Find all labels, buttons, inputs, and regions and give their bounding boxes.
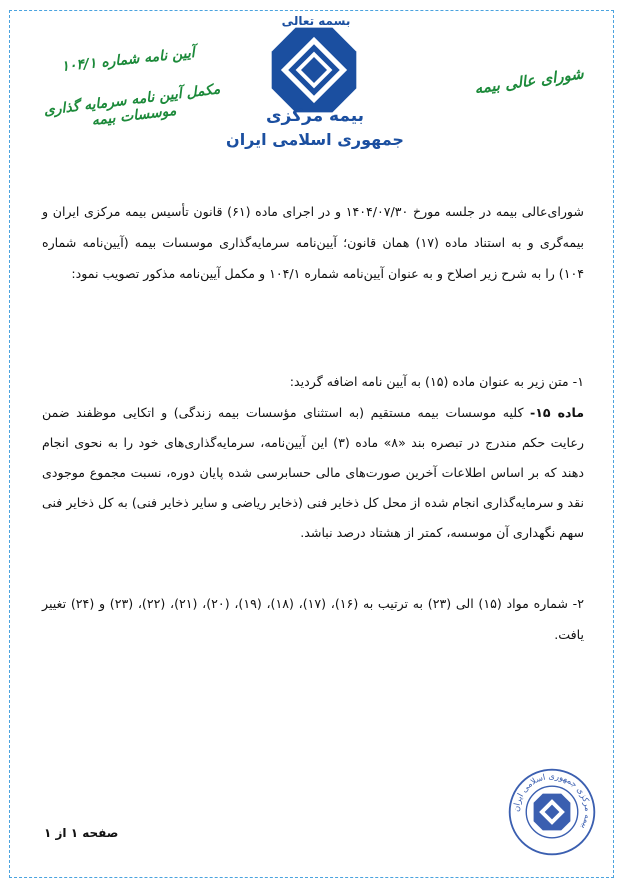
central-insurance-logo-icon xyxy=(268,24,360,116)
page-number: صفحه ۱ از ۱ xyxy=(44,826,119,840)
article-15-paragraph xyxy=(42,398,584,548)
seal-text: بیمه مرکزی جمهوری اسلامی ایران xyxy=(510,770,594,832)
article-text: کلیه موسسات بیمه مستقیم (به استثنای مؤسسات بیمه زندگی) و اتکایی موظفند ضمن رعایت حکم مندرج در تبصره بند «۸» ماده (۳) این آیین‌نامه، سرمایه‌گذاری‌های خود را به نحوی انجام دهند که بر اساس اطلاعات آخرین صورت‌های مالی حسابرسی شده پایان دوره، نسبت مجموع موجودی نقد و سرمایه‌گذاری انجام شده از محل کل ذخایر فنی (ذخایر ریاضی و سایر ذخایر فنی) به کل ذخایر فنی سهم نگهداری آن موسسه، کمتر از هشتاد درصد نباشد. xyxy=(42,405,584,540)
bismillah-text: بسمه تعالی xyxy=(281,14,351,28)
intro-paragraph: شورای‌عالی بیمه در جلسه مورخ ۱۴۰۴/۰۷/۳۰ و در اجرای ماده (۶۱) قانون تأسیس بیمه مرکزی ایران و بیمه‌گری و به استناد ماده (۱۷) همان قانون؛ آیین‌نامه سرمایه‌گذاری موسسات بیمه (آیین‌نامه شماره ۱۰۴) را به شرح زیر اصلاح و به عنوان آیین‌نامه شماره ۱۰۴/۱ و مکمل آیین‌نامه مذکور تصویب نمود: xyxy=(42,204,585,281)
official-seal-icon xyxy=(506,766,598,858)
article-label: ماده ۱۵- xyxy=(530,405,584,420)
item-2: ۲- شماره مواد (۱۵) الی (۲۳) به ترتیب به (۱۶)، (۱۷)، (۱۸)، (۱۹)، (۲۰)، (۲۱)، (۲۲)، (۲۳) و (۲۴) تغییر یافت. xyxy=(42,596,584,642)
regulation-title: مکمل آیین نامه سرمایه گذاری موسسات بیمه xyxy=(42,81,222,130)
org-name-line1: بیمه مرکزی xyxy=(265,106,365,126)
item-1: ۱- متن زیر به عنوان ماده (۱۵) به آیین نامه اضافه گردید: xyxy=(289,374,584,389)
org-name-line2: جمهوری اسلامی ایران xyxy=(226,130,404,149)
regulation-number: آیین نامه شماره ۱۰۴/۱ xyxy=(60,45,196,75)
council-title: شورای عالی بیمه xyxy=(473,64,585,98)
